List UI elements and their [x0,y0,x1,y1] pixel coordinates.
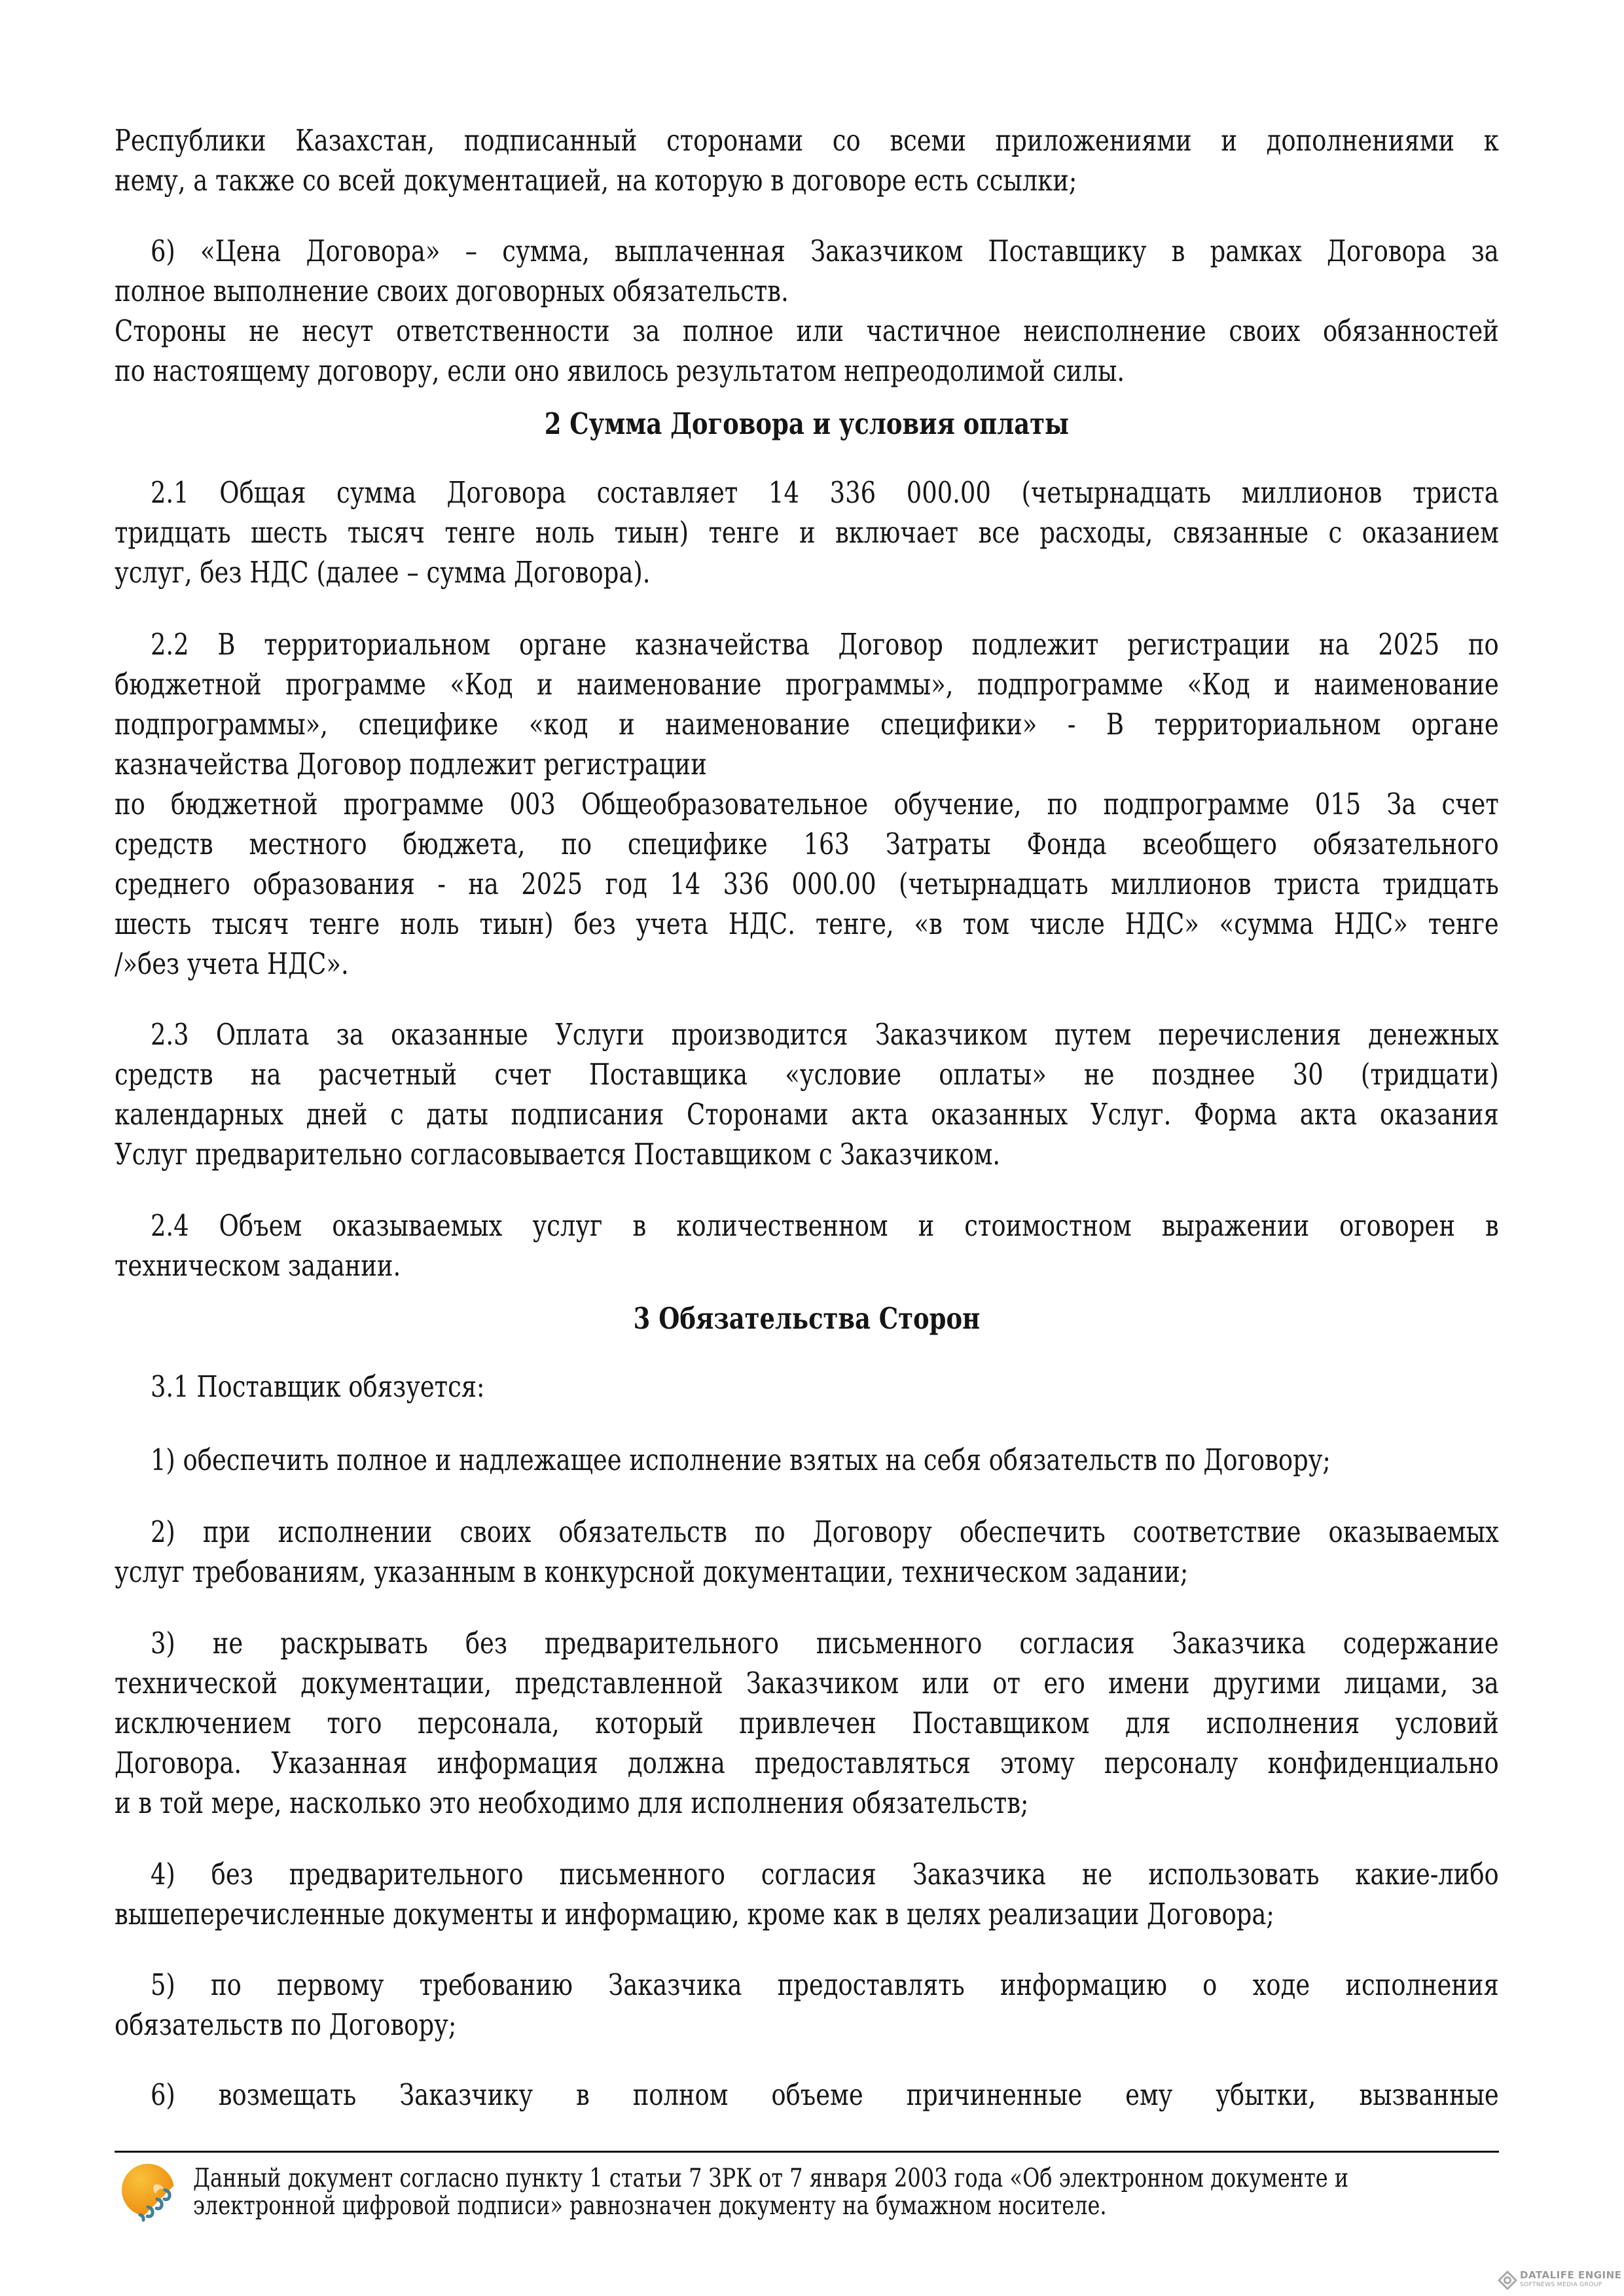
text-line: тридцать шесть тысяч тенге ноль тиын) тенге и включает все расходы, связанные с оказанием [115,515,1499,550]
text-line: Услуг предварительно согласовывается Поставщиком с Заказчиком. [115,1137,1001,1172]
datalife-watermark [1498,2268,1622,2294]
text-line: услуг требованиям, указанным в конкурсной документации, техническом задании; [115,1554,1189,1589]
watermark-subtitle: SOFTNEWS MEDIA GROUP [1520,2282,1602,2288]
text-line: /»без учета НДС». [115,946,349,981]
text-line: вышеперечисленные документы и информацию, кроме как в целях реализации Договора; [115,1897,1274,1931]
text-line: 2.4 Объем оказываемых услуг в количественном и стоимостном выражении оговорен в [150,1208,1499,1243]
text-line: 1) обеспечить полное и надлежащее исполнение взятых на себя обязательств по Договору; [150,1443,1331,1477]
datalife-logo-icon [1498,2270,1517,2290]
text-line: Республики Казахстан, подписанный сторонами со всеми приложениями и дополнениями к [115,123,1499,158]
text-line: 6) «Цена Договора» – сумма, выплаченная Заказчиком Поставщику в рамках Договора за [150,234,1499,268]
footer-text-line-2: электронной цифровой подписи» равнозначен документу на бумажном носителе. [193,2191,1107,2221]
text-line: подпрограммы», специфике «код и наименование специфики» - В территориальном органе [115,707,1499,742]
text-line: среднего образования - на 2025 год 14 336 000.00 (четырнадцать миллионов триста тридцать [115,867,1499,901]
footer-text-line-1: Данный документ согласно пункту 1 статьи 7 ЗРК от 7 января 2003 года «Об электронном документе и [193,2164,1349,2193]
text-line: 2) при исполнении своих обязательств по Договору обеспечить соответствие оказываемых [150,1515,1499,1549]
watermark-title: DATALIFE ENGINE [1520,2269,1622,2281]
text-line: 2.2 В территориальном органе казначейства Договор подлежит регистрации на 2025 по [150,627,1499,662]
text-line: по настоящему договору, если оно явилось результатом непреодолимой силы. [115,353,1125,388]
text-line: техническом задании. [115,1248,401,1283]
text-line: 5) по первому требованию Заказчика предоставлять информацию о ходе исполнения [150,1967,1499,2002]
text-line: полное выполнение своих договорных обязательств. [115,274,789,308]
text-line: бюджетной программе «Код и наименование программы», подпрограмме «Код и наименование [115,667,1499,702]
text-line: шесть тысяч тенге ноль тиын) без учета НДС. тенге, «в том числе НДС» «сумма НДС» тенге [115,906,1499,941]
text-line: средств местного бюджета, по специфике 163 Затраты Фонда всеобщего обязательного [115,827,1499,861]
text-line: и в той мере, насколько это необходимо для исполнения обязательств; [115,1785,1029,1820]
section-heading-3: 3 Обязательства Сторон [633,1301,981,1336]
e-gov-sun-logo-icon [118,2160,180,2222]
text-line: исключением того персонала, который привлечен Поставщиком для исполнения условий [115,1706,1499,1740]
footer-divider [115,2151,1499,2153]
text-line: 2.3 Оплата за оказанные Услуги производится Заказчиком путем перечисления денежных [150,1017,1499,1052]
text-line: Договора. Указанная информация должна предоставляться этому персоналу конфиденциально [115,1746,1499,1780]
text-line: 2.1 Общая сумма Договора составляет 14 336 000.00 (четырнадцать миллионов триста [150,475,1499,510]
text-line: средств на расчетный счет Поставщика «условие оплаты» не позднее 30 (тридцати) [115,1057,1499,1092]
text-line: 6) возмещать Заказчику в полном объеме причиненные ему убытки, вызванные [150,2077,1499,2112]
text-line: услуг, без НДС (далее – сумма Договора). [115,555,651,590]
text-line: 3) не раскрывать без предварительного письменного согласия Заказчика содержание [150,1626,1499,1660]
section-heading-2: 2 Сумма Договора и условия оплаты [544,406,1070,441]
text-line: 4) без предварительного письменного согласия Заказчика не использовать какие-либо [150,1857,1499,1892]
text-line: календарных дней с даты подписания Сторонами акта оказанных Услуг. Форма акта оказания [115,1097,1499,1132]
text-line: нему, а также со всей документацией, на которую в договоре есть ссылки; [115,163,1077,198]
text-line: технической документации, представленной Заказчиком или от его имени другими лицами, за [115,1666,1499,1700]
text-line: 3.1 Поставщик обязуется: [150,1369,485,1404]
text-line: Стороны не несут ответственности за полное или частичное неисполнение своих обязанностей [115,314,1499,348]
text-line: обязательств по Договору; [115,2007,457,2042]
text-line: по бюджетной программе 003 Общеобразовательное обучение, по подпрограмме 015 За счет [115,787,1499,821]
text-line: казначейства Договор подлежит регистрации [115,747,707,781]
